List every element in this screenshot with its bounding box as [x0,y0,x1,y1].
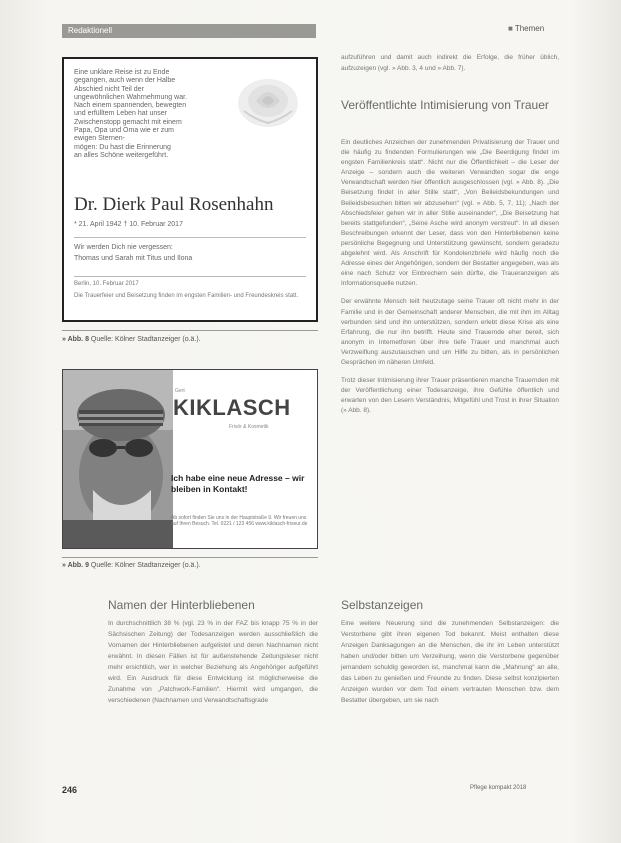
caption-label: » Abb. 8 [62,336,89,343]
header-right-text: Themen [514,24,545,33]
section-heading-survivors: Namen der Hinterbliebenen [108,598,255,612]
caption-divider [62,557,318,558]
header-right-label [508,24,544,33]
change-of-address-ad [62,369,318,549]
ad-announcement: Ich habe eine neue Adresse – wir bleiben in Kontakt! [171,473,305,494]
section-tab: Redaktionell [62,24,316,38]
ad-brand-prefix: Gert [175,388,185,394]
survivors-text [108,618,318,714]
section-heading-self-notices: Selbstanzeigen [341,598,424,612]
ad-brand-subtitle: Frisör & Kosmetik [229,424,269,430]
rose-icon [234,71,302,131]
section-heading-intimisation: Veröffentlichte Intimisierung von Trauer [341,98,549,112]
right-intro [341,52,559,82]
life-dates: * 21. April 1942 † 10. Februar 2017 [74,221,183,228]
page-number: 246 [62,785,78,795]
obituary-date-place: Berlin, 10. Februar 2017 [74,281,139,287]
paragraph: Ein deutliches Anzeichen der zunehmenden Privatisierung der Trauer und die häufig zu findenden Formulierungen wie „Die Beerdigung findet im engsten Familienkreis statt“. Nicht nur die Öffentlichkeit – die Leser der Anzeige – sondern auch die weiteren Verwandten sogar die enge Verwandtschaft werden hier öffentlich ausgeschlossen (vgl. » Abb. 8). „Die Beisetzung findet in aller Stille statt“, „Von Beileidsbekundungen und Beileidsbesuchen bitten wir abzusehen“ (vgl. » Abb. 5, 7, 11); „Nach der Abschiedsfeier gehen wir in aller Stille auseinander“, „Die Beisetzung hat bereits stattgefunden“, „Seine Asche wird anonym verstreut“. In all diesen Beschreibungen erkennt der Leser, dass von den Hinterbliebenen keine persönliche Begegnung und Unterstützung gewünscht, sondern geradezu abgelehnt wird. Als Anschrift für Kondolenzbriefe wird häufig noch die Adresse eines der Angehörigen, sondern der Bestatter angegeben, was als eine nach Schutz vor Einbrechern sein dürfte, die Traueranzeigen als Informationsquelle nutzen. [341,139,559,288]
paragraph: Eine weitere Neuerung sind die zunehmenden Selbstanzeigen: die Verstorbene gibt ihren eigenen Tod bekannt. Meist enthalten diese Anzeigen Danksagungen an die Menschen, die ihr im Leben unterstützt haben und/oder bitten um Verzeihung, wenn die Verstorbene gegenüber jemandem schuldig geworden ist, manchmal kann die „Mahnung“ an alle, das Leben zu genießen und Freunde zu finden. Diese selbst konzipierten Anzeigen wurden vor dem Tod einem vertrauten Menschen bzw. dem Bestatter übergeben, um sie nach [341,620,559,704]
paragraph: Trotz dieser Intimisierung ihrer Trauer präsentieren manche Trauernden mit der Veröffentlichung einer Todesanzeige, ihre Gefühle öffentlich und erwarten von den Lesern Verständnis, Mitgefühl und Trost in ihrer Situation (» Abb. 8). [341,377,559,415]
obituary-poem: Eine unklare Reise ist zu Ende gegangen, auch wenn der Halbe Abschied nicht Teil der ungewöhnlichen Wahrnehmung war. Nach einem spannenden, bewegten und erfülltem Leben hat unser Zwischenstopp gemacht mit einem Papa, Opa und Oma wie er zum ewigen Sternen- mögen: Du hast die Erinnerung an alles Schöne weitergeführt. [74,69,187,159]
ad-small-print: Ab sofort finden Sie uns in der Hauptstraße 9. Wir freuen uns auf Ihren Besuch. Tel. 0221 / 123 456 www.kiklasch-friseur.de [171,515,308,527]
ad-brand-name: KIKLASCH [173,395,291,420]
obituary-box [62,57,318,322]
self-notices-text [341,618,559,714]
caption-text: Quelle: Kölner Stadtanzeiger (o.ä.). [88,562,201,569]
paragraph: aufzuführen und damit auch indirekt die Erfolge, die früher üblich, aufzuzeigen (vgl. » Abb. 3, 4 und » Abb. 7). [341,54,559,72]
square-bullet-icon: ■ [508,24,513,33]
mourners-text: Wir werden Dich nie vergessen: Thomas und Sarah mit Titus und Ilona [74,244,193,262]
obituary-divider [74,276,306,277]
caption-label: » Abb. 9 [62,562,89,569]
funeral-notice: Die Trauerfeier und Beisetzung finden im engsten Familien- und Freundeskreis statt. [74,293,299,299]
caption-text: Quelle: Kölner Stadtanzeiger (o.ä.). [88,336,201,343]
figure-caption-9 [62,562,201,569]
caption-divider [62,330,318,331]
paragraph: Der erwähnte Mensch teilt heutzutage seine Trauer oft nicht mehr in der Familie und in der Gemeinschaft anderer Menschen, die mit ihm im Alltag verbunden sind und ihn unterstützen, sondern erlebt diese Krise als eine Erfahrung, die nur ihn betrifft. Heute sind Trauernde eher bereit, sich anonym in Internetforen über ihre tiefe Trauer und manchmal auch Verzweiflung auszutauschen und um Hilfe zu bitten, als in persönlichen Gesprächen im näheren Umfeld. [341,298,559,366]
intimisation-text [341,138,559,424]
deceased-name: Dr. Dierk Paul Rosenhahn [74,194,274,215]
footer-publication: Pflege kompakt 2018 [470,785,527,791]
portrait-photo [63,370,173,548]
paragraph: In durchschnittlich 38 % (vgl. 23 % in der FAZ bis knapp 75 % in der Sächsischen Zeitung) der Todesanzeigen werden ausschließlich die Vornamen der Hinterbliebenen aufgelistet und deren Nachnamen nicht erwähnt. In diesen Fällen ist für außenstehende Zeitungsleser nicht mehr ersichtlich, wer in welcher Beziehung als Angehöriger aufgeführt wird. Ein Ausdruck für diese Entwicklung ist möglicherweise die Zunahme von „Patchwork-Familien“. Hiermit wird umgangen, die verschiedenen (Nachnamen und Verwandtschaftsgrade [108,620,318,704]
figure-caption-8 [62,336,201,343]
obituary-divider [74,237,306,238]
